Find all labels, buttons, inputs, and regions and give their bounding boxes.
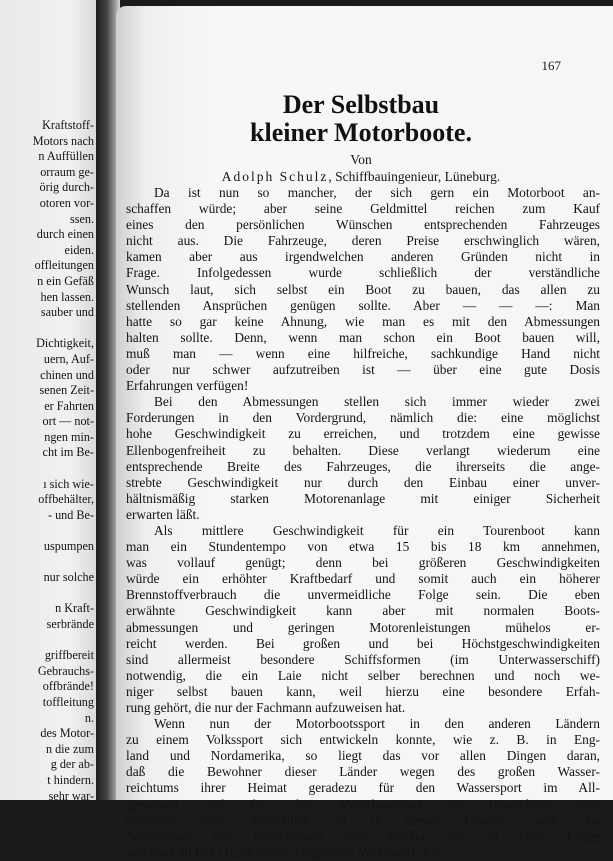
author-name: Adolph Schulz <box>221 169 329 184</box>
left-page-line <box>0 633 94 649</box>
body-line: hältnismäßig starken Motorenanlage mit einiger Sicherheit <box>126 490 600 506</box>
body-line: hatte so gar keine Ahnung, wie man es mit den Abmessungen <box>126 313 600 329</box>
body-line: würde ein erhöhter Kraftbedarf und somit auch ein höherer <box>126 571 600 587</box>
body-line: muß man — wenn eine hilfreiche, sachkundige Hand nicht <box>126 345 600 361</box>
left-page-line <box>0 555 94 571</box>
left-page-line <box>0 321 94 337</box>
body-line: halten sollte. Denn, wenn man schon ein Boot bauen will, <box>126 329 600 345</box>
left-page-line: des Motor- <box>40 726 94 741</box>
left-page-line: cht im Be- <box>42 445 94 460</box>
left-page-line <box>0 586 94 602</box>
body-line: Als mittlere Geschwindigkeit für ein Tourenboot kann <box>154 522 600 538</box>
left-page-line: durch einen <box>36 227 94 242</box>
left-page-line: Motors nach <box>32 133 94 148</box>
left-page-line: sehr war- <box>48 788 94 800</box>
body-line: Ellenbogenfreiheit zu behalten. Diese verlangt wiederum eine <box>126 442 600 458</box>
body-line: reicht werden. Bei großen und bei Höchstgeschwindigkeiten <box>126 635 600 651</box>
byline-von: Von <box>350 152 372 167</box>
body-line: oder nur schwer aufzutreiben ist — über eine gute Dosis <box>126 362 600 378</box>
left-page-line: n Kraft- <box>55 601 94 616</box>
left-page-line: n Auffüllen <box>38 149 94 164</box>
left-page-line: toffleitung <box>42 694 94 709</box>
body-line: von etwa 40 Fuß (12,20 m) ein vielgeübter Volkssport. An- <box>126 844 443 860</box>
body-line: zu einem Volkssport sich entwickeln konnte, wie z. B. in Eng- <box>126 732 600 748</box>
left-page-line: hen lassen. <box>40 289 94 304</box>
body-line: reichtums ihrer Heimat geradezu für den Wassersport im All- <box>126 780 600 796</box>
body-line: Frage. Infolgedessen wurde schließlich der verständliche <box>126 265 600 281</box>
left-page-line: offleitungen <box>34 258 94 273</box>
body-line: was vollauf genügt; denn bei größeren Geschwindigkeiten <box>126 555 600 571</box>
left-page-line: griffbereit <box>44 648 94 663</box>
left-page-line: uspumpen <box>43 539 94 554</box>
body-line: land und Nordamerika, so liegt das vor allen Dingen daran, <box>126 748 600 764</box>
body-line: strebte Geschwindigkeit nur durch den Einbau einer unver- <box>126 474 600 490</box>
body-line: hohe Geschwindigkeit zu erreichen, und trotzdem eine gewisse <box>126 426 600 442</box>
body-line: eines den persönlichen Wünschen entsprechenden Fahrzeuges <box>126 217 600 233</box>
left-page-line: orraum ge- <box>40 164 94 179</box>
author-affiliation: , Schiffbauingenieur, Lüneburg. <box>328 169 501 184</box>
left-page-line: Gebrauchs- <box>37 663 94 678</box>
author-line <box>146 169 576 185</box>
left-page-line: ort — not- <box>42 414 94 429</box>
body-line: Selbstbauen von Motorbooten aller Größen bis zu einer Länge <box>126 828 600 844</box>
left-page-line: uern, Auf- <box>43 351 94 366</box>
body-line: sind allermeist besondere Schiffsformen (im Unterwasserschiff) <box>126 651 600 667</box>
body-line: daß die Bewohner dieser Länder wegen des großen Wasser- <box>126 764 600 780</box>
body-line: erwähnte Geschwindigkeit kann aber mit normalen Boots- <box>126 603 600 619</box>
body-line: nicht aus. Die Fahrzeuge, deren Preise erschwinglich wären, <box>126 233 600 249</box>
left-page-line: n ein Gefäß <box>37 273 94 288</box>
body-line: niger selbst bauen kann, weil hierzu eine besondere Erfah- <box>126 683 600 699</box>
body-line: kamen aber aus irgendwelchen anderen Gründen nicht in <box>126 249 600 265</box>
left-page-line: t hindern. <box>47 772 94 787</box>
body-line: notwendig, die ein Laie nicht selber berechnen und noch we- <box>126 667 600 683</box>
body-line: Brennstoffverbrauch die unvermeidliche Folge sein. Die eben <box>126 587 600 603</box>
left-page-line: otoren vor- <box>39 195 94 210</box>
left-page-line: er Fahrten <box>44 398 94 413</box>
left-page-line: offbehälter, <box>38 492 94 507</box>
left-page-line: eiden. <box>64 242 94 257</box>
article-body <box>126 185 600 861</box>
body-line: Forderungen in den Vordergrund, nämlich die: eine möglichst <box>126 410 600 426</box>
left-page-line: Kraftstoff- <box>42 118 94 132</box>
body-line: Wunsch laut, sich selbst ein Boot zu bauen, das allen zu <box>126 281 600 297</box>
left-page-line: offbrände! <box>42 679 94 694</box>
body-line: abmessungen und geringen Motorenleistungen mühelos er- <box>126 619 600 635</box>
left-page-line: chinen und <box>40 367 94 382</box>
left-page-line: ngen min- <box>44 429 94 444</box>
body-line: entsprechende Breite des Fahrzeuges, die ihrerseits die ange- <box>126 458 600 474</box>
left-page-line: g der ab- <box>50 757 94 772</box>
left-page-line: ı sich wie- <box>43 476 94 491</box>
left-page-line: n die zum <box>45 741 94 756</box>
left-page-line: nur solche <box>43 570 94 585</box>
body-line: rung gehört, die nur der Fachmann aufzuweisen hat. <box>126 700 406 715</box>
page-number: 167 <box>541 58 561 73</box>
left-page-line: sauber und <box>40 305 94 320</box>
left-page-line: ssen. <box>69 211 94 226</box>
body-line: Da ist nun so mancher, der sich gern ein Motorboot an- <box>154 185 600 200</box>
article-title-line-1: Der Selbstbau <box>282 90 440 119</box>
body-line: Wenn nun der Motorbootssport in den anderen Ländern <box>154 716 600 732</box>
left-page-line <box>0 523 94 539</box>
left-page-line: - und Be- <box>47 507 94 522</box>
body-line: Bei den Abmessungen stellen sich immer wieder zwei <box>154 394 600 410</box>
left-page-fragment <box>0 0 100 800</box>
body-line: Erfahrungen verfügen! <box>126 378 249 394</box>
left-page-line: örig durch- <box>39 180 94 195</box>
body-line: destiniert sind. Tatsächlich ist in diesen Ländern auch das <box>126 812 600 828</box>
right-page <box>116 6 613 860</box>
body-line: erwarten läßt. <box>126 506 200 522</box>
article-title-line-2: kleiner Motorboote. <box>250 118 472 147</box>
body-line: gemeinen und für den Motorbootsport im Besonderen prä- <box>126 796 600 812</box>
body-line: stellenden Ansprüchen genügen sollte. Aber — — —: Man <box>126 297 600 313</box>
left-page-line: Dichtigkeit, <box>36 336 94 351</box>
left-page-line: n. <box>84 710 94 725</box>
left-page-line <box>0 461 94 477</box>
left-page-line: serbrände <box>46 617 94 631</box>
left-page-text <box>0 118 94 800</box>
body-line: man ein Stundentempo von etwa 15 bis 18 km annehmen, <box>126 539 600 555</box>
left-page-line: senen Zeit- <box>39 383 94 398</box>
body-line: schaffen würde; aber seine Geldmittel reichen zum Kauf <box>126 201 600 217</box>
